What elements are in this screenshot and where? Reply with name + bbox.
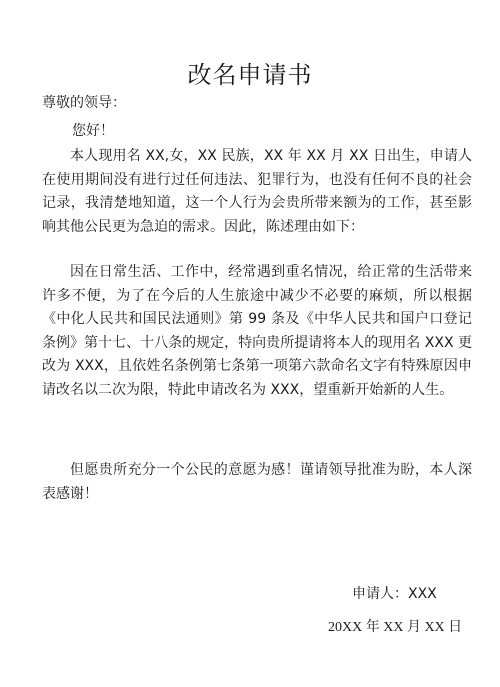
body-paragraph-statement: 本人现用名 XX,女，XX 民族，XX 年 XX 月 XX 日出生，申请人在使用期间没有进行过任何违法、犯罪行为，也没有任何不良的社会记录，我清楚地知道，这一个人行为会贵所带来额为的工作，甚至影响其他公民更为急迫的需求。因此，陈述理由如下： <box>42 148 472 235</box>
body-paragraph-closing: 但愿贵所充分一个公民的意愿为感！谨请领导批准为盼，本人深表感谢！ <box>42 462 472 502</box>
document-title: 改名申请书 <box>187 61 313 89</box>
greeting: 您好！ <box>72 123 114 139</box>
signature-date: 20XX 年 XX 月 XX 日 <box>328 620 463 635</box>
salutation: 尊敬的领导： <box>42 95 126 111</box>
body-paragraph-reason: 因在日常生活、工作中，经常遇到重名情况，给正常的生活带来许多不便，为了在今后的人生旅途中减少不必要的麻烦，所以根据《中化人民共和国民法通则》第 99 条及《中华人民共和国户口登记条例》第十七、十八条的规定，特向贵所提请将本人的现用名 XXX 更改为 XXX，且依姓名条例第七条第一项第六款命名文字有特殊原因申请改名以二次为限，特此申请改名为 XXX，望重新开始新的人生。 <box>42 264 472 398</box>
applicant-signature: 申请人：XXX <box>352 586 437 602</box>
